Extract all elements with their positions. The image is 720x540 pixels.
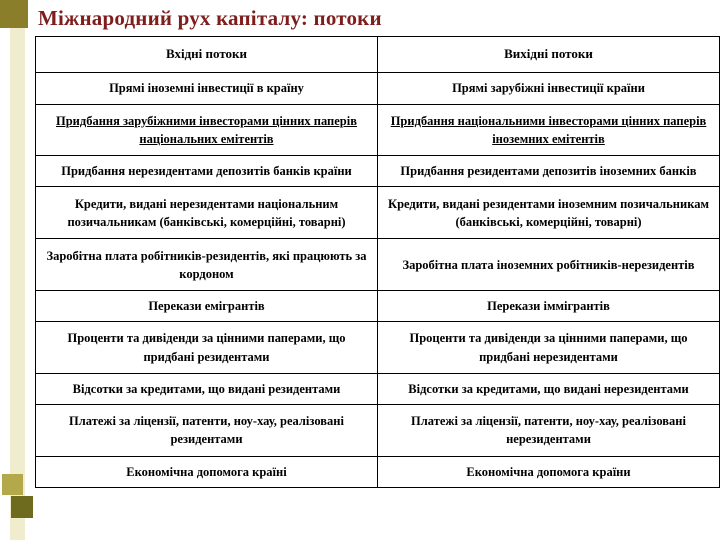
- table-row: [36, 156, 720, 187]
- slide-title: Міжнародний рух капіталу: потоки: [38, 6, 382, 30]
- table-cell-outflow: Проценти та дивіденди за цінними паперами, що придбані нерезидентами: [378, 322, 720, 374]
- table-cell-outflow: Кредити, видані резидентами іноземним позичальникам (банківські, комерційні, товарні): [378, 187, 720, 239]
- table-row: [36, 291, 720, 322]
- table-row: [36, 187, 720, 239]
- table-row: [36, 405, 720, 457]
- table-cell-inflow: Кредити, видані нерезидентами національним позичальникам (банківські, комерційні, товарні): [36, 187, 378, 239]
- table-cell-inflow: Платежі за ліцензії, патенти, ноу-хау, реалізовані резидентами: [36, 405, 378, 457]
- left-decorative-stripe: [10, 0, 25, 540]
- table-cell-outflow: Платежі за ліцензії, патенти, ноу-хау, реалізовані нерезидентами: [378, 405, 720, 457]
- table-cell-outflow: Перекази іммігрантів: [378, 291, 720, 322]
- table-cell-outflow: Придбання резидентами депозитів іноземних банків: [378, 156, 720, 187]
- capital-flows-table: [35, 36, 720, 488]
- table-header-row: [36, 37, 720, 73]
- table-row: [36, 322, 720, 374]
- table-row: [36, 73, 720, 104]
- table-row: [36, 373, 720, 404]
- table-cell-inflow: Прямі іноземні інвестиції в країну: [36, 73, 378, 104]
- table-header-cell-outflows: Вихідні потоки: [378, 37, 720, 73]
- table-cell-outflow: Відсотки за кредитами, що видані нерезидентами: [378, 373, 720, 404]
- bottom-left-square-ornament-light: [2, 474, 23, 495]
- table-row: [36, 104, 720, 156]
- table-cell-outflow: Прямі зарубіжні інвестиції країни: [378, 73, 720, 104]
- table-cell-inflow: Придбання зарубіжними інвесторами цінних паперів національних емітентів: [36, 104, 378, 156]
- table-cell-inflow: Відсотки за кредитами, що видані резидентами: [36, 373, 378, 404]
- table-cell-outflow: Придбання національними інвесторами цінних паперів іноземних емітентів: [378, 104, 720, 156]
- table-cell-inflow: Перекази емігрантів: [36, 291, 378, 322]
- table-cell-inflow: Проценти та дивіденди за цінними паперами, що придбані резидентами: [36, 322, 378, 374]
- table-cell-inflow: Економічна допомога країні: [36, 456, 378, 487]
- table-cell-inflow: Заробітна плата робітників-резидентів, які працюють за кордоном: [36, 239, 378, 291]
- table-cell-outflow: Економічна допомога країни: [378, 456, 720, 487]
- table-cell-inflow: Придбання нерезидентами депозитів банків країни: [36, 156, 378, 187]
- table-cell-outflow: Заробітна плата іноземних робітників-нерезидентів: [378, 239, 720, 291]
- bottom-left-square-ornament-dark: [11, 496, 33, 518]
- top-left-square-ornament: [0, 0, 28, 28]
- table-row: [36, 239, 720, 291]
- table-row: [36, 456, 720, 487]
- table-header-cell-inflows: Вхідні потоки: [36, 37, 378, 73]
